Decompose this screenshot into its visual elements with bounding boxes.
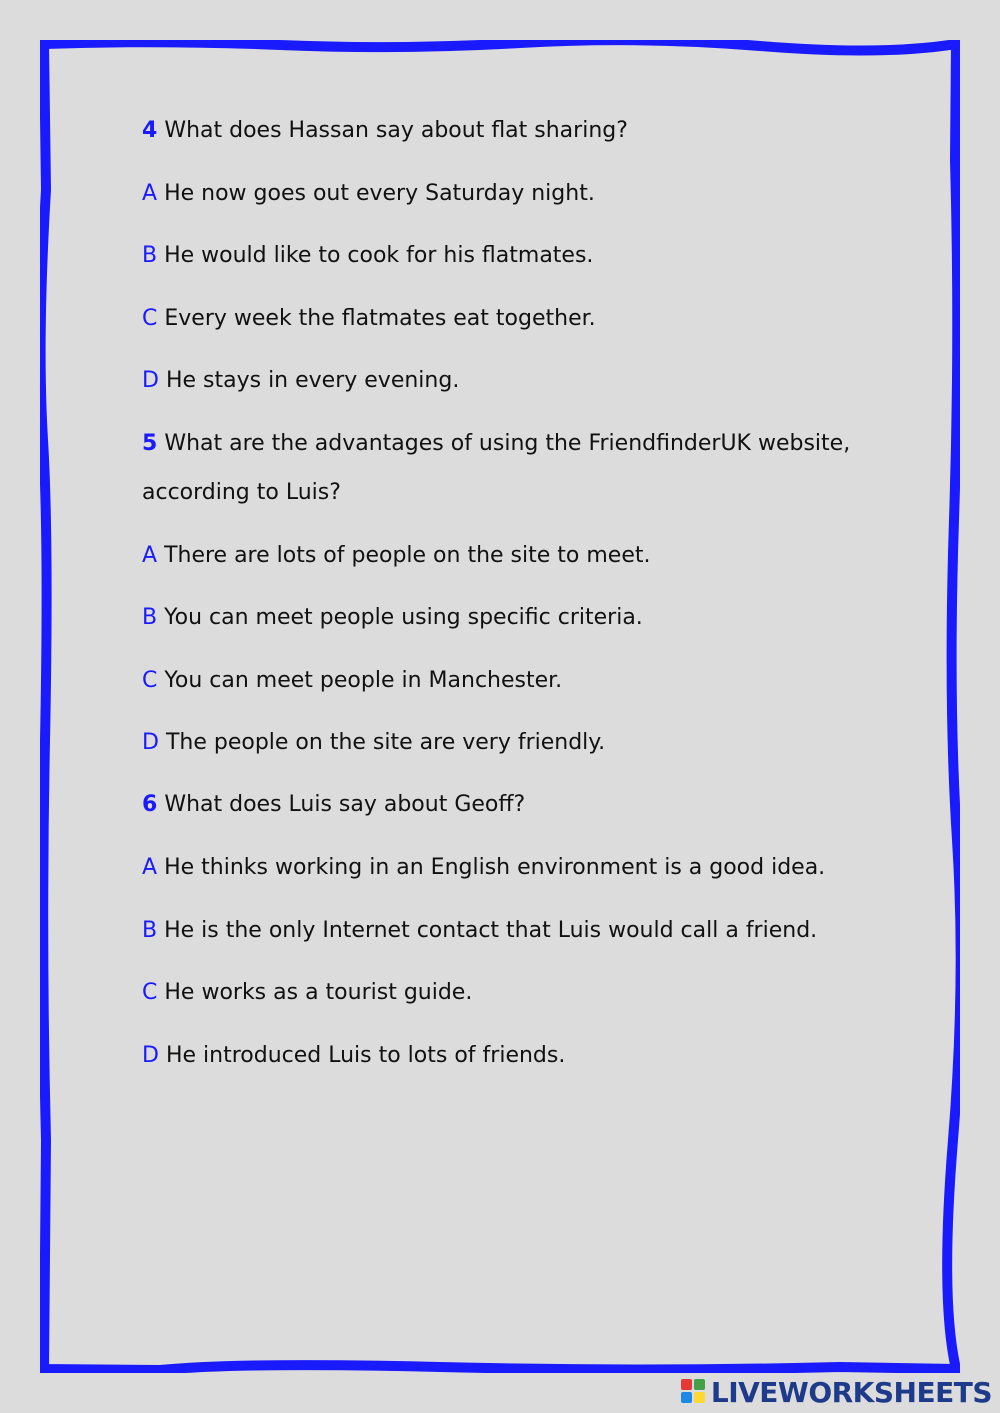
option-text: The people on the site are very friendly. [165,730,606,755]
option-text: He would like to cook for his flatmates. [164,243,594,268]
option-letter: A [142,181,158,206]
option-letter: B [142,605,158,630]
option-text: You can meet people using specific criteria. [164,605,643,630]
option-text: He is the only Internet contact that Luis would call a friend. [164,918,818,943]
option-text: You can meet people in Manchester. [164,668,563,693]
question-text: What does Luis say about Geoff? [164,792,526,817]
option-letter: B [142,918,158,943]
option-5a[interactable] [142,543,650,568]
question-number: 6 [142,792,158,817]
question-text-continued: according to Luis? [142,480,341,505]
option-text: He now goes out every Saturday night. [164,181,595,206]
page-border [40,40,960,1373]
question-number: 5 [142,431,158,456]
option-text: He works as a tourist guide. [164,980,473,1005]
question-5-continued [142,480,341,505]
option-5d[interactable] [142,730,605,755]
option-4c[interactable] [142,306,596,331]
option-letter: C [142,980,158,1005]
option-4a[interactable] [142,181,595,206]
option-6d[interactable] [142,1043,565,1068]
option-letter: D [142,730,159,755]
option-letter: A [142,855,158,880]
option-5c[interactable] [142,668,562,693]
option-text: There are lots of people on the site to meet. [164,543,651,568]
question-text: What does Hassan say about flat sharing? [164,118,628,143]
question-number: 4 [142,118,158,143]
option-4d[interactable] [142,368,459,393]
option-letter: A [142,543,158,568]
option-text: He thinks working in an English environment is a good idea. [164,855,826,880]
option-letter: D [142,1043,159,1068]
option-6a[interactable] [142,855,825,880]
option-letter: D [142,368,159,393]
liveworksheets-logo[interactable] [681,1377,992,1407]
option-6c[interactable] [142,980,472,1005]
question-text: What are the advantages of using the FriendfinderUK website, [164,431,851,456]
option-6b[interactable] [142,918,817,943]
wavy-border [40,40,960,1373]
option-5b[interactable] [142,605,643,630]
option-text: He stays in every evening. [165,368,460,393]
liveworksheets-logo-icon [681,1379,707,1405]
question-4 [142,118,628,143]
option-letter: B [142,243,158,268]
option-text: Every week the flatmates eat together. [164,306,596,331]
option-text: He introduced Luis to lots of friends. [165,1043,566,1068]
option-4b[interactable] [142,243,593,268]
option-letter: C [142,306,158,331]
question-6 [142,792,525,817]
option-letter: C [142,668,158,693]
logo-text: LIVEWORKSHEETS [710,1375,992,1409]
question-5 [142,431,850,456]
